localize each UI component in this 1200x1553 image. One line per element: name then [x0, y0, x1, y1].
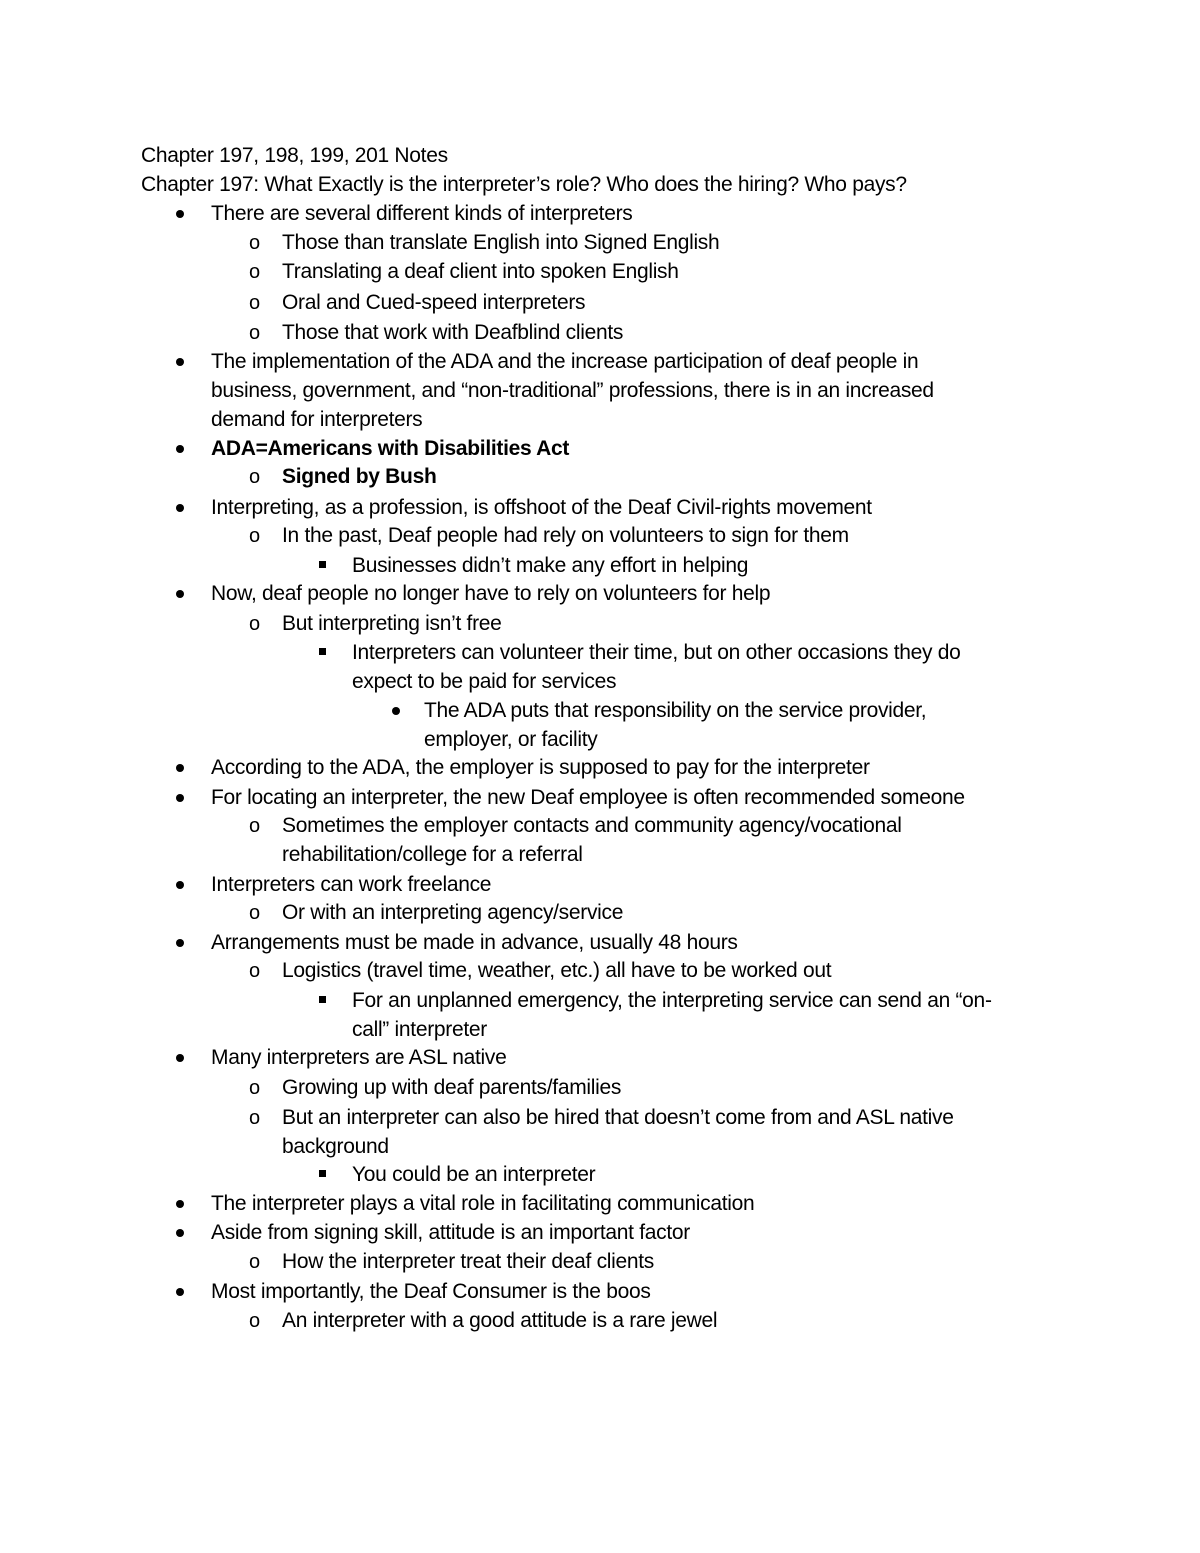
list-item: Interpreters can work freelance [211, 873, 492, 896]
chapter-heading: Chapter 197: What Exactly is the interpreter’s role? Who does the hiring? Who pays? [141, 173, 907, 196]
list-item-continuation: business, government, and “non-traditional” professions, there is in an increased [211, 379, 934, 402]
list-item: Those than translate English into Signed English [282, 231, 720, 254]
list-item: But an interpreter can also be hired that doesn’t come from and ASL native [282, 1106, 954, 1129]
bullet-circle: o [249, 1310, 261, 1332]
list-item: Aside from signing skill, attitude is an important factor [211, 1221, 690, 1244]
bullet-dot [176, 210, 184, 218]
list-item: There are several different kinds of interpreters [211, 202, 633, 225]
list-item: Arrangements must be made in advance, usually 48 hours [211, 931, 738, 954]
bullet-dot [176, 1288, 184, 1296]
bullet-square [319, 648, 326, 655]
bullet-circle: o [249, 525, 261, 547]
bullet-dot [176, 445, 184, 453]
bullet-circle: o [249, 292, 261, 314]
list-item-continuation: demand for interpreters [211, 408, 423, 431]
list-item: According to the ADA, the employer is supposed to pay for the interpreter [211, 756, 870, 779]
bullet-circle: o [249, 1107, 261, 1129]
list-item: An interpreter with a good attitude is a rare jewel [282, 1309, 718, 1332]
bullet-dot [176, 881, 184, 889]
list-item: But interpreting isn’t free [282, 612, 502, 635]
list-item: Many interpreters are ASL native [211, 1046, 507, 1069]
list-item: Logistics (travel time, weather, etc.) all have to be worked out [282, 959, 832, 982]
bullet-circle: o [249, 466, 261, 488]
bullet-square [319, 561, 326, 568]
list-item: The implementation of the ADA and the increase participation of deaf people in [211, 350, 919, 373]
list-item-continuation: background [282, 1135, 389, 1158]
list-item: Oral and Cued-speed interpreters [282, 291, 586, 314]
bullet-dot [176, 794, 184, 802]
list-item: Those that work with Deafblind clients [282, 321, 624, 344]
bullet-circle: o [249, 613, 261, 635]
list-item: Interpreting, as a profession, is offshoot of the Deaf Civil-rights movement [211, 496, 872, 519]
list-item: The ADA puts that responsibility on the service provider, [424, 699, 927, 722]
bullet-circle: o [249, 815, 261, 837]
list-item-continuation: employer, or facility [424, 728, 598, 751]
list-item: In the past, Deaf people had rely on volunteers to sign for them [282, 524, 849, 547]
bullet-dot [176, 764, 184, 772]
bullet-dot [176, 1200, 184, 1208]
bullet-square [319, 996, 326, 1003]
list-item-continuation: rehabilitation/college for a referral [282, 843, 583, 866]
list-item: Sometimes the employer contacts and community agency/vocational [282, 814, 902, 837]
list-item: Businesses didn’t make any effort in helping [352, 554, 749, 577]
bullet-circle: o [249, 1251, 261, 1273]
bullet-dot [392, 707, 400, 715]
list-item-continuation: expect to be paid for services [352, 670, 617, 693]
bullet-circle: o [249, 902, 261, 924]
bullet-dot [176, 358, 184, 366]
list-item-bold: Signed by Bush [282, 465, 437, 488]
bullet-circle: o [249, 1077, 261, 1099]
bullet-square [319, 1170, 326, 1177]
list-item: Translating a deaf client into spoken English [282, 260, 679, 283]
list-item: For an unplanned emergency, the interpreting service can send an “on- [352, 989, 992, 1012]
list-item: Interpreters can volunteer their time, but on other occasions they do [352, 641, 961, 664]
bullet-dot [176, 504, 184, 512]
list-item: Growing up with deaf parents/families [282, 1076, 622, 1099]
list-item: How the interpreter treat their deaf clients [282, 1250, 654, 1273]
bullet-circle: o [249, 322, 261, 344]
list-item: You could be an interpreter [352, 1163, 596, 1186]
bullet-dot [176, 590, 184, 598]
list-item: Or with an interpreting agency/service [282, 901, 624, 924]
list-item-bold: ADA=Americans with Disabilities Act [211, 437, 570, 460]
bullet-dot [176, 939, 184, 947]
list-item: Most importantly, the Deaf Consumer is the boos [211, 1280, 651, 1303]
list-item: Now, deaf people no longer have to rely on volunteers for help [211, 582, 771, 605]
bullet-circle: o [249, 960, 261, 982]
list-item: For locating an interpreter, the new Deaf employee is often recommended someone [211, 786, 965, 809]
bullet-dot [176, 1054, 184, 1062]
list-item: The interpreter plays a vital role in facilitating communication [211, 1192, 755, 1215]
list-item-continuation: call” interpreter [352, 1018, 487, 1041]
document-title: Chapter 197, 198, 199, 201 Notes [141, 144, 448, 167]
bullet-circle: o [249, 261, 261, 283]
bullet-dot [176, 1229, 184, 1237]
bullet-circle: o [249, 232, 261, 254]
